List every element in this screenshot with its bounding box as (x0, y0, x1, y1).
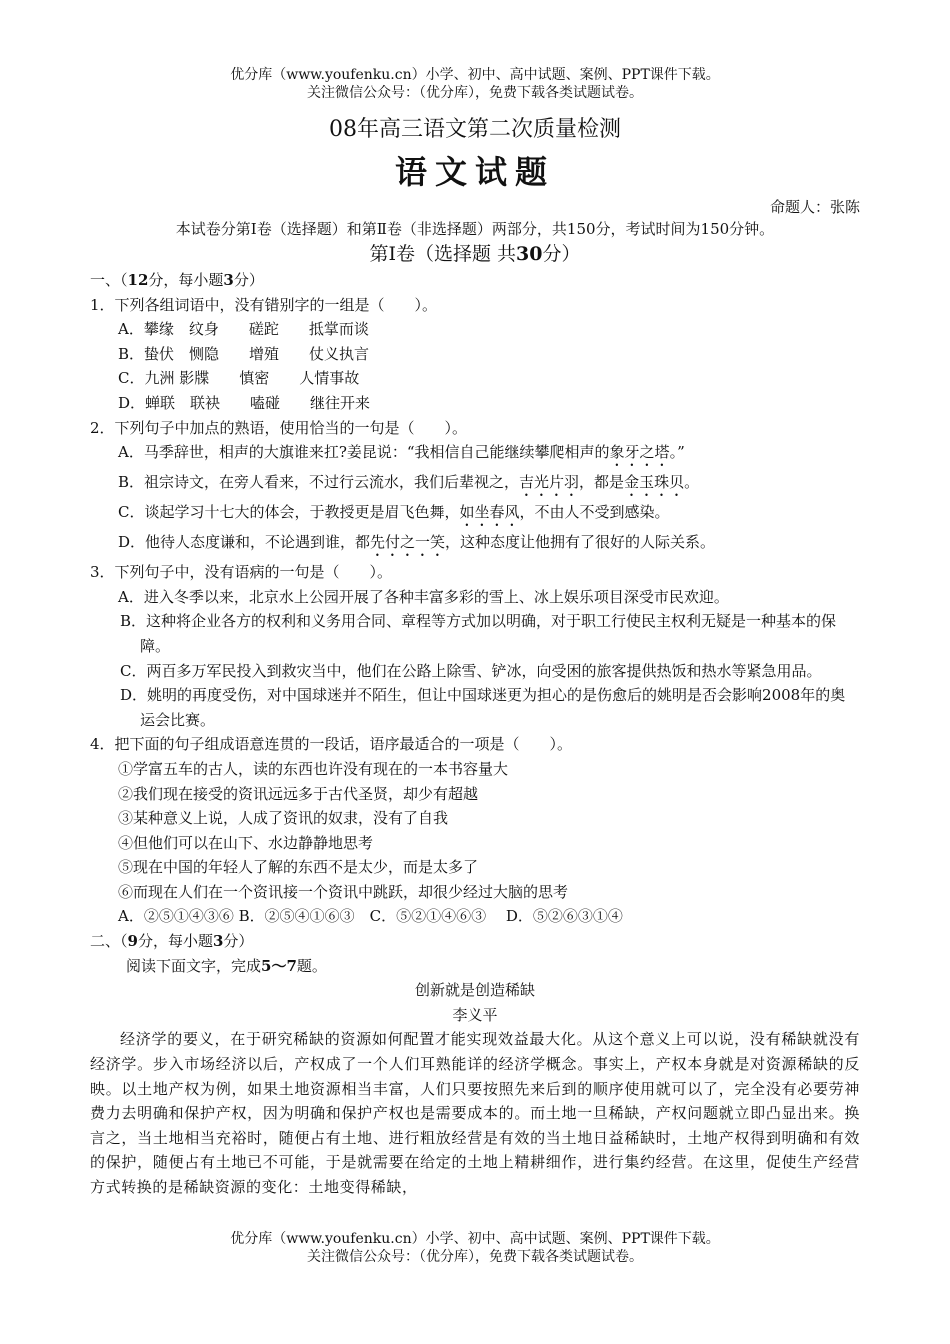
footer-banner (0, 1230, 950, 1266)
section2-instruction (90, 954, 860, 979)
q1-option-d: D．蝉联 联袂 嗑碰 继往开来 (118, 393, 371, 412)
q2-b-pre: B．祖宗诗文，在旁人看来，不过行云流水，我们后辈视之， (118, 473, 520, 492)
q2-d-dotted: 先付之一笑 (370, 533, 446, 552)
q4-sentence-1: ①学富五车的古人，读的东西也许没有现在的一本书容量大 (118, 759, 509, 778)
q1-option-a: A．攀缘 纹身 磋跎 抵掌而谈 (118, 320, 369, 339)
q2-b-dotted-2: 金玉珠贝 (624, 473, 685, 492)
q2-c-post: ，不由人不受到感染。 (519, 503, 670, 522)
q4-sentence-5: ⑤现在中国的年轻人了解的东西不是太少，而是太多了 (118, 858, 479, 877)
exam-title: 08年高三语文第二次质量检测 (329, 117, 621, 142)
q4-sentence-4: ④但他们可以在山下、水边静静地思考 (118, 833, 374, 852)
q1-stem: 1．下列各组词语中，没有错别字的一组是（ ）。 (90, 295, 438, 314)
section1-each: 3 (223, 271, 234, 289)
q2-c-pre: C．谈起学习十七大的体会，于教授更是眉飞色舞， (118, 503, 460, 522)
section1-pre: 一、（ (90, 271, 128, 289)
q2-b-mid: ，都是 (579, 473, 625, 492)
section1-score: 12 (127, 271, 149, 289)
part1-title-pre: 第Ⅰ卷（选择题 共 (369, 243, 517, 265)
q2-a-pre: A．马季辞世，相声的大旗谁来扛?姜昆说：“我相信自己能继续攀爬相声的 (118, 443, 610, 462)
exam-author: 命题人：张陈 (769, 198, 860, 216)
exam-intro: 本试卷分第Ⅰ卷（选择题）和第Ⅱ卷（非选择题）两部分，共150分，考试时间为150分钟。 (175, 220, 775, 238)
section2-score: 9 (127, 932, 138, 951)
banner-line-1: 优分库（www.youfenku.cn）小学、初中、高中试题、案例、PPT课件下载。 (230, 67, 720, 83)
section1-mid: 分，每小题 (148, 271, 224, 289)
footer-line-1: 优分库（www.youfenku.cn）小学、初中、高中试题、案例、PPT课件下载。 (230, 1231, 720, 1247)
section2-heading (90, 929, 860, 954)
q2-b-post: 。 (684, 473, 700, 492)
section1-heading (90, 268, 860, 293)
section2-each: 3 (212, 932, 224, 951)
instruction-range: 5～7 (261, 956, 297, 975)
q2-a-dotted: 象牙之塔 (609, 443, 670, 462)
section2-mid: 分，每小题 (137, 932, 213, 951)
q3-option-b: B．这种将企业各方的权利和义务用合同、章程等方式加以明确，对于职工行使民主权利无疑是一种基本的保障。 (120, 612, 837, 655)
q4-sentence-6: ⑥而现在人们在一个资讯接一个资讯中跳跃，却很少经过大脑的思考 (118, 882, 569, 901)
footer-line-2: 关注微信公众号：（优分库），免费下载各类试题试卷。 (307, 1249, 643, 1265)
q2-stem: 2．下列句子中加点的熟语，使用恰当的一句是（ ）。 (90, 418, 468, 437)
section2-pre: 二、（ (90, 932, 128, 951)
part1-title-post: 分） (542, 243, 581, 265)
section1-post: 分） (233, 271, 264, 289)
article-author: 李义平 (452, 1005, 498, 1024)
q2-option-a (90, 440, 860, 470)
q2-c-dotted: 如坐春风 (459, 503, 520, 522)
q4-sentence-3: ③某种意义上说，人成了资讯的奴隶，没有了自我 (118, 809, 449, 828)
article-title: 创新就是创造稀缺 (414, 981, 535, 1000)
q2-a-post: 。” (669, 443, 685, 462)
q2-option-c (90, 500, 860, 530)
exam-subtitle: 语文试题 (394, 153, 555, 191)
q3-option-a: A．进入冬季以来，北京水上公园开展了各种丰富多彩的雪上、冰上娱乐项目深受市民欢迎。 (118, 587, 729, 606)
q4-stem: 4．把下面的句子组成语意连贯的一段话，语序最适合的一项是（ ）。 (90, 735, 573, 754)
q3-option-c: C．两百多万军民投入到救灾当中，他们在公路上除雪、铲冰，向受困的旅客提供热饭和热水等紧急用品。 (120, 661, 822, 680)
exam-content (90, 114, 860, 1200)
q4-options: A．②⑤①④③⑥ B．②⑤④①⑥③ C．⑤②①④⑥③ D．⑤②⑥③①④ (118, 907, 623, 926)
q3-stem: 3．下列句子中，没有语病的一句是（ ）。 (90, 563, 393, 582)
part1-title (90, 240, 860, 268)
instruction-pre: 阅读下面文字，完成 (126, 956, 262, 975)
header-banner (0, 66, 950, 102)
q3-option-d: D．姚明的再度受伤，对中国球迷并不陌生，但让中国球迷更为担心的是伤愈后的姚明是否会影响2008年的奥运会比赛。 (120, 686, 846, 729)
q2-d-pre: D．他待人态度谦和，不论遇到谁，都 (118, 533, 371, 552)
section2-post: 分） (223, 932, 254, 951)
instruction-post: 题。 (296, 956, 327, 975)
part1-title-score: 30 (516, 243, 543, 265)
q2-option-b (90, 470, 860, 500)
article-body: 经济学的要义，在于研究稀缺的资源如何配置才能实现效益最大化。从这个意义上可以说，没有稀缺就没有经济学。步入市场经济以后，产权成了一个人们耳熟能详的经济学概念。事实上，产权本身就是对资源稀缺的反映。以土地产权为例，如果土地资源相当丰富，人们只要按照先来后到的顺序使用就可以了，完全没有必要劳神费力去明确和保护产权，因为明确和保护产权也是需要成本的。而土地一旦稀缺，产权问题就立即凸显出来。换言之，当土地相当充裕时，随便占有土地、进行粗放经营是有效的当土地日益稀缺时，土地产权得到明确和有效的保护，随便占有土地已不可能，于是就需要在给定的土地上精耕细作，进行集约经营。在这里，促使生产经营方式转换的是稀缺资源的变化：土地变得稀缺， (90, 1030, 860, 1196)
q2-b-dotted-1: 吉光片羽 (519, 473, 580, 492)
q2-d-post: ，这种态度让他拥有了很好的人际关系。 (445, 533, 716, 552)
q4-sentence-2: ②我们现在接受的资讯远远多于古代圣贤，却少有超越 (118, 784, 479, 803)
q1-option-c: C．九洲 影牒 慎密 人情事故 (118, 369, 360, 388)
banner-line-2: 关注微信公众号：（优分库），免费下载各类试题试卷。 (307, 85, 643, 101)
q1-option-b: B．蛰伏 恻隐 增殖 仗义执言 (118, 344, 370, 363)
q2-option-d (90, 530, 860, 560)
